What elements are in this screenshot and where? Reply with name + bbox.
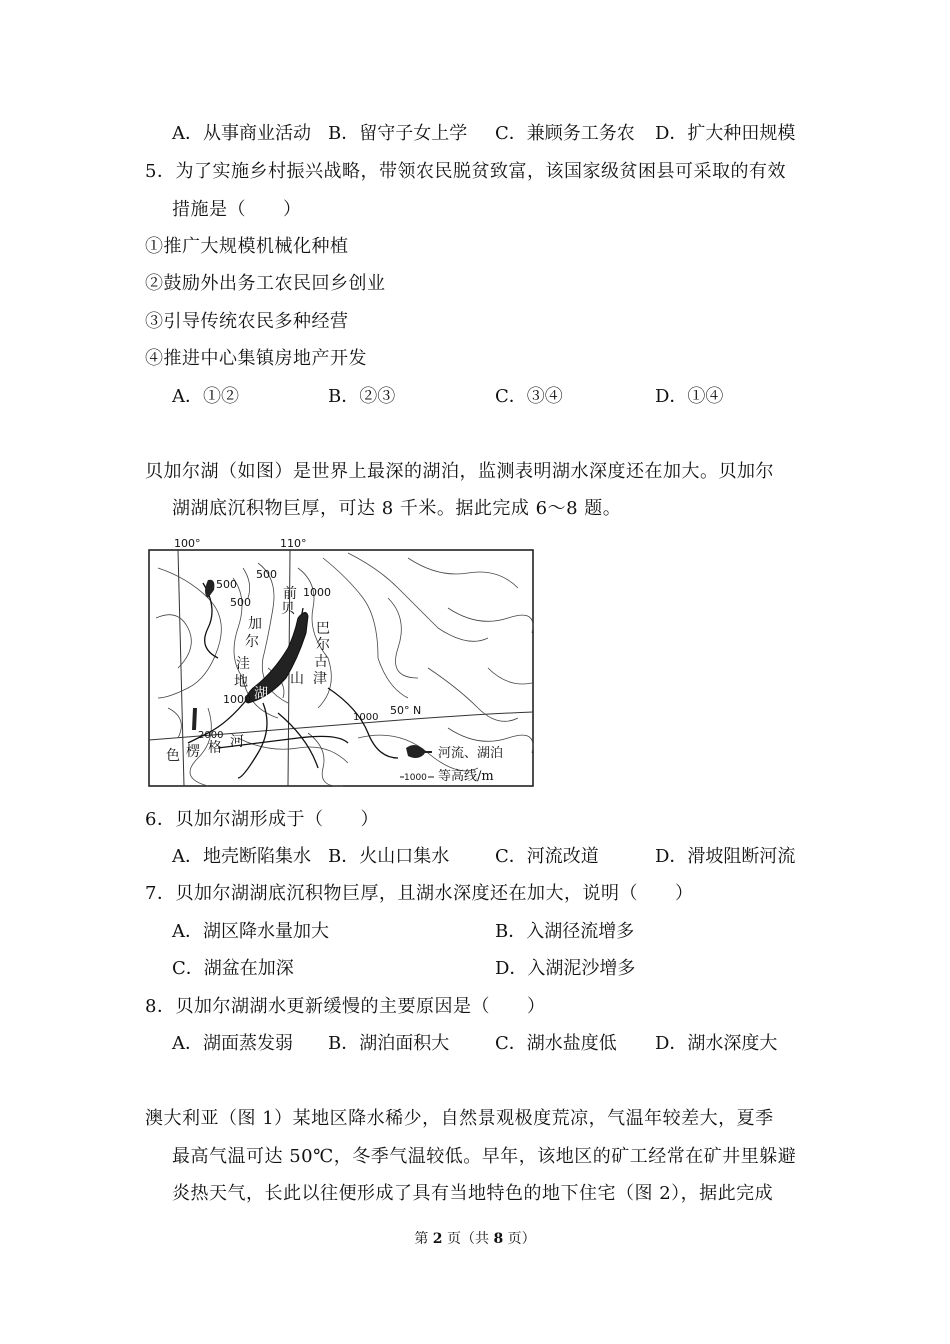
place-baer: 巴 [316, 621, 330, 637]
map-legend [400, 742, 530, 784]
q8-option-c[interactable]: C．湖水盐度低 [495, 1033, 617, 1054]
place-baer: 尔 [316, 637, 330, 653]
place-baer: 津 [313, 671, 327, 687]
q6-option-c[interactable]: C．河流改道 [495, 846, 599, 867]
place-jia: 尔 [245, 634, 259, 650]
contour-label: 1000 [223, 693, 251, 706]
legend-river-label: 河流、湖泊 [438, 746, 504, 761]
place-river: 楞 [186, 744, 200, 760]
q5-item-3: ③引导传统农民多种经营 [145, 311, 349, 332]
q4-option-b[interactable]: B．留守子女上学 [328, 123, 468, 144]
legend-contour-label: 等高线/m [438, 769, 494, 784]
footer-prefix: 第 [414, 1231, 429, 1247]
footer-suffix: 页） [507, 1231, 536, 1247]
australia-intro-line2: 最高气温可达 50℃，冬季气温较低。早年，该地区的矿工经常在矿井里躲避 [172, 1146, 797, 1167]
australia-intro-line3: 炎热天气，长此以往便形成了具有当地特色的地下住宅（图 2），据此完成 [172, 1183, 774, 1204]
q5-item-1: ①推广大规模机械化种植 [145, 236, 349, 257]
place-baer: 古 [314, 654, 328, 670]
q5-option-b[interactable]: B．②③ [328, 386, 396, 407]
q7-option-a[interactable]: A．湖区降水量加大 [172, 921, 329, 942]
contour-label: 500 [256, 568, 277, 581]
place-river: 色 [166, 748, 180, 764]
legend-contour-value: 1000 [404, 773, 427, 783]
baikal-intro-line2: 湖湖底沉积物巨厚，可达 8 千米。据此完成 6～8 题。 [172, 498, 622, 519]
place-wa: 地 [234, 674, 248, 690]
place-shan: 山 [290, 671, 304, 687]
q8-stem: 8．贝加尔湖湖水更新缓慢的主要原因是（ ） [145, 996, 546, 1017]
q6-option-a[interactable]: A．地壳断陷集水 [172, 846, 311, 867]
lat-50-label: 50° N [390, 704, 422, 717]
q4-option-c[interactable]: C．兼顾务工务农 [495, 123, 635, 144]
place-wa: 洼 [236, 656, 250, 672]
contour-label: 1000 [303, 586, 331, 599]
q7-option-d[interactable]: D．入湖泥沙增多 [495, 958, 636, 979]
q5-stem-line1: 5．为了实施乡村振兴战略，带领农民脱贫致富，该国家级贫困县可采取的有效 [145, 161, 786, 182]
australia-intro-line1: 澳大利亚（图 1）某地区降水稀少，自然景观极度荒凉，气温年较差大，夏季 [145, 1108, 774, 1129]
q8-option-a[interactable]: A．湖面蒸发弱 [172, 1033, 293, 1054]
q7-stem: 7．贝加尔湖湖底沉积物巨厚，且湖水深度还在加大，说明（ ） [145, 883, 694, 904]
lon-110-label: 110° [280, 538, 307, 550]
place-lake: 湖 [254, 686, 268, 702]
q5-item-2: ②鼓励外出务工农民回乡创业 [145, 273, 386, 294]
q5-option-c[interactable]: C．③④ [495, 386, 563, 407]
footer-total-pages: 8 [493, 1231, 504, 1247]
place-river: 河 [230, 734, 244, 750]
q7-option-c[interactable]: C．湖盆在加深 [172, 958, 294, 979]
contour-label: 500 [230, 596, 251, 609]
q5-option-d[interactable]: D．①④ [655, 386, 724, 407]
q6-option-b[interactable]: B．火山口集水 [328, 846, 450, 867]
lon-100-label: 100° [174, 538, 201, 550]
place-jia: 加 [248, 616, 262, 632]
baikal-intro-line1: 贝加尔湖（如图）是世界上最深的湖泊，监测表明湖水深度还在加大。贝加尔 [145, 461, 774, 482]
footer-page-number: 2 [432, 1231, 443, 1247]
q8-option-b[interactable]: B．湖泊面积大 [328, 1033, 450, 1054]
page-footer [0, 1230, 950, 1248]
q8-option-d[interactable]: D．湖水深度大 [655, 1033, 778, 1054]
q4-option-a[interactable]: A．从事商业活动 [172, 123, 311, 144]
contour-label: 1000 [353, 712, 379, 723]
q4-option-d[interactable]: D．扩大种田规模 [655, 123, 796, 144]
q7-option-b[interactable]: B．入湖径流增多 [495, 921, 635, 942]
q6-option-d[interactable]: D．滑坡阻断河流 [655, 846, 796, 867]
place-qianbei: 前 [283, 586, 297, 602]
q6-stem: 6．贝加尔湖形成于（ ） [145, 809, 379, 830]
q5-stem-line2: 措施是（ ） [172, 199, 302, 220]
footer-mid: 页（共 [447, 1231, 489, 1247]
place-river: 格 [208, 740, 222, 756]
contour-label: 2000 [198, 730, 224, 741]
q5-item-4: ④推进中心集镇房地产开发 [145, 348, 367, 369]
q5-option-a[interactable]: A．①② [172, 386, 239, 407]
contour-label: 500 [216, 578, 237, 591]
place-qianbei: 贝 [281, 601, 295, 617]
